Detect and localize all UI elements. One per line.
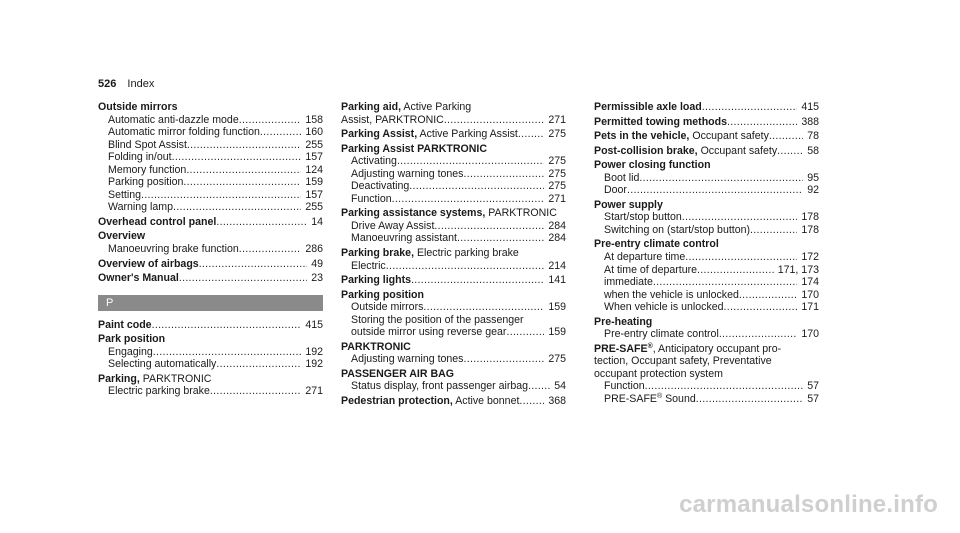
subentry[interactable]: Adjusting warning tones ..... 275 <box>341 353 566 366</box>
subentry[interactable]: Pre-entry climate control ..... 170 <box>594 328 819 341</box>
page-ref: 192 <box>305 358 323 371</box>
subentry[interactable]: Manoeuvring brake function ..... 286 <box>98 243 323 256</box>
page-ref: 275 <box>548 155 566 168</box>
index-entry-parking-aid[interactable] <box>341 101 566 126</box>
index-entry-pedestrian-protection[interactable] <box>341 395 566 408</box>
page-ref: 368 <box>548 395 566 408</box>
page-ref: 160 <box>305 126 323 139</box>
page-ref: 170 <box>801 328 819 341</box>
subentry[interactable]: Function ..... 271 <box>341 193 566 206</box>
entry-heading: PARKTRONIC <box>341 340 411 353</box>
index-entry-overview <box>98 230 323 255</box>
entry-heading: Permitted towing methods <box>594 115 728 128</box>
cross-reference: Occupant safety <box>689 130 769 143</box>
index-entry-power-supply <box>594 199 819 237</box>
entry-heading: Paint code <box>98 318 152 331</box>
page-ref: 95 <box>807 171 819 184</box>
index-entry-pets-in-the-vehicle[interactable] <box>594 130 819 143</box>
subentry[interactable]: Function ..... 57 <box>594 380 819 393</box>
page-ref: 271 <box>548 192 566 205</box>
section-title: Index <box>127 78 155 90</box>
index-entry-parking-brake <box>341 247 566 272</box>
entry-heading: Parking lights <box>341 274 412 287</box>
page-ref: 158 <box>305 113 323 126</box>
cross-reference: PARKTRONIC <box>139 372 212 385</box>
subentry[interactable]: Folding in/out ..... 157 <box>98 151 323 164</box>
subentry[interactable]: When vehicle is unlocked ..... 171 <box>594 301 819 314</box>
page-ref: 284 <box>548 232 566 245</box>
page-ref: 54 <box>554 380 566 393</box>
page-ref: 78 <box>807 130 819 143</box>
page-ref: 159 <box>548 326 566 339</box>
subentry[interactable]: Status display, front passenger airbag ..... 54 <box>341 380 566 393</box>
cross-reference: Active Parking <box>401 101 472 113</box>
subentry[interactable]: Selecting automatically ..... 192 <box>98 358 323 371</box>
page-ref: 14 <box>311 215 323 228</box>
page-number: 526 <box>98 78 117 90</box>
page-ref: 92 <box>807 184 819 197</box>
index-column-1 <box>98 101 323 400</box>
page-ref: 57 <box>807 380 819 393</box>
page-ref: 157 <box>305 151 323 164</box>
cross-reference: Active bonnet <box>452 395 520 408</box>
subentry[interactable]: Deactivating ..... 275 <box>341 180 566 193</box>
page-ref: 284 <box>548 219 566 232</box>
watermark: carmanualsonline.info <box>679 491 938 518</box>
entry-heading: Pets in the vehicle, <box>594 130 690 143</box>
index-entry-paint-code[interactable] <box>98 319 323 332</box>
index-column-2 <box>341 101 566 410</box>
entry-heading: Permissible axle load <box>594 101 702 113</box>
registered-mark: ® <box>647 342 653 350</box>
index-entry-parking-assist[interactable] <box>341 128 566 141</box>
letter-section-bar: P <box>98 295 323 311</box>
index-entry-parking-assistance-systems <box>341 207 566 245</box>
entry-heading: Power closing function <box>594 159 711 172</box>
subentry[interactable]: At time of departure ..... 171, 173 <box>594 264 819 277</box>
index-entry-parktronic <box>341 341 566 366</box>
index-entry-owners-manual[interactable] <box>98 272 323 285</box>
entry-heading: Park position <box>98 333 166 346</box>
page-ref: 415 <box>801 101 819 113</box>
cross-reference: Occupant safety <box>697 144 778 157</box>
page-ref: 271 <box>548 113 566 126</box>
cross-reference: PARKTRONIC <box>485 207 557 220</box>
page-ref: 172 <box>801 251 819 264</box>
entry-heading: Parking Assist, <box>341 128 418 141</box>
page-ref: 275 <box>548 353 566 366</box>
index-entry-overview-of-airbags[interactable] <box>98 258 323 271</box>
page-ref: 192 <box>305 345 323 358</box>
entry-heading: Pedestrian protection, <box>341 395 453 408</box>
page-ref: 171, 173 <box>777 263 819 276</box>
subentry[interactable]: Automatic anti-dazzle mode ..... 158 <box>98 114 323 127</box>
subentry[interactable]: Manoeuvring assistant ..... 284 <box>341 232 566 245</box>
subentry[interactable]: At departure time ..... 172 <box>594 251 819 264</box>
entry-heading: Parking position <box>341 288 424 301</box>
index-entry-parking-position <box>341 289 566 339</box>
index-entry-outside-mirrors <box>98 101 323 214</box>
entry-heading: Overhead control panel <box>98 215 217 228</box>
cross-reference: Assist, PARKTRONIC <box>341 113 444 126</box>
page-ref: 170 <box>801 288 819 301</box>
subentry[interactable]: Engaging ..... 192 <box>98 346 323 359</box>
subentry[interactable]: Door ..... 92 <box>594 184 819 197</box>
cross-reference: , Anticipatory occupant pro- <box>652 342 782 355</box>
index-entry-parking-lights[interactable] <box>341 274 566 287</box>
entry-heading: Parking, <box>98 372 140 385</box>
index-entry-parking <box>98 373 323 398</box>
entry-heading: Parking aid, <box>341 101 402 113</box>
index-entry-power-closing-function <box>594 159 819 197</box>
cross-reference: tection, Occupant safety, Preventative <box>594 355 772 368</box>
page-ref: 178 <box>801 223 819 236</box>
subentry[interactable]: Electric ..... 214 <box>341 260 566 273</box>
subentry[interactable]: Warning lamp ..... 255 <box>98 201 323 214</box>
entry-heading: Power supply <box>594 198 663 211</box>
index-entry-parking-assist-parktronic <box>341 143 566 206</box>
page-ref: 159 <box>305 176 323 189</box>
subentry[interactable]: Parking position ..... 159 <box>98 176 323 189</box>
entry-heading: PRE-SAFE <box>594 342 648 355</box>
page-ref: 58 <box>807 144 819 157</box>
subentry[interactable]: Blind Spot Assist ..... 255 <box>98 139 323 152</box>
entry-heading: Owner's Manual <box>98 272 179 285</box>
page-ref: 57 <box>807 393 819 406</box>
page-ref: 141 <box>548 274 566 287</box>
index-entry-pre-safe <box>594 343 819 406</box>
index-column-3 <box>594 101 819 408</box>
entry-heading: Post-collision brake, <box>594 144 698 157</box>
subentry[interactable]: Adjusting warning tones ..... 275 <box>341 168 566 181</box>
index-entry-permitted-towing-methods[interactable] <box>594 116 819 129</box>
entry-heading: Overview <box>98 230 146 243</box>
page-ref: 174 <box>801 276 819 289</box>
index-entry-overhead-control-panel[interactable] <box>98 216 323 229</box>
page-ref: 159 <box>548 301 566 314</box>
page-ref: 255 <box>305 201 323 214</box>
page-ref: 157 <box>305 188 323 201</box>
page-ref: 23 <box>311 272 323 285</box>
subentry[interactable]: when the vehicle is unlocked ..... 170 <box>594 289 819 302</box>
subentry[interactable]: Activating ..... 275 <box>341 155 566 168</box>
subentry[interactable]: Start/stop button ..... 178 <box>594 211 819 224</box>
index-entry-pre-entry-climate-control <box>594 238 819 313</box>
index-entry-park-position <box>98 333 323 371</box>
entry-heading: Parking Assist PARKTRONIC <box>341 142 487 155</box>
page-ref: 49 <box>311 257 323 270</box>
subentry[interactable]: PRE-SAFE® Sound ..... 57 <box>594 393 819 406</box>
subentry[interactable]: Setting ..... 157 <box>98 189 323 202</box>
index-entry-permissible-axle-load[interactable] <box>594 101 819 114</box>
page-ref: 388 <box>801 115 819 128</box>
subentry[interactable]: Drive Away Assist ..... 284 <box>341 220 566 233</box>
subentry[interactable]: Automatic mirror folding function ..... 160 <box>98 126 323 139</box>
page-ref: 275 <box>548 167 566 180</box>
entry-heading: Overview of airbags <box>98 257 199 270</box>
subentry-text: Storing the position of the passenger <box>351 313 524 326</box>
subentry[interactable]: Electric parking brake ..... 271 <box>98 385 323 398</box>
subentry[interactable]: Memory function ..... 124 <box>98 164 323 177</box>
page-ref: 171 <box>801 301 819 314</box>
subentry[interactable]: outside mirror using reverse gear ..... 159 <box>341 326 566 339</box>
entry-heading: Parking assistance systems, <box>341 207 486 220</box>
cross-reference: Active Parking Assist <box>417 128 518 141</box>
page-ref: 214 <box>548 259 566 272</box>
page-ref: 271 <box>305 385 323 398</box>
subentry[interactable]: Switching on (start/stop button) ..... 178 <box>594 224 819 237</box>
index-entry-pre-heating <box>594 316 819 341</box>
subentry[interactable]: immediate ..... 174 <box>594 276 819 289</box>
cross-reference: occupant protection system <box>594 367 723 380</box>
page-header <box>98 78 154 90</box>
page-ref: 255 <box>305 138 323 151</box>
entry-heading: PASSENGER AIR BAG <box>341 367 455 380</box>
entry-heading: Parking brake, <box>341 247 415 260</box>
page-ref: 275 <box>548 180 566 193</box>
page-ref: 286 <box>305 243 323 256</box>
page-ref: 275 <box>548 128 566 141</box>
entry-heading: Outside mirrors <box>98 101 178 113</box>
entry-heading: Pre-heating <box>594 315 653 328</box>
subentry[interactable]: Boot lid ..... 95 <box>594 172 819 185</box>
entry-heading: Pre-entry climate control <box>594 238 719 251</box>
page-ref: 178 <box>801 211 819 224</box>
registered-mark: ® <box>656 393 663 401</box>
cross-reference: Electric parking brake <box>414 247 519 260</box>
index-entry-passenger-air-bag <box>341 368 566 393</box>
index-entry-post-collision-brake[interactable] <box>594 145 819 158</box>
page-ref: 415 <box>305 318 323 331</box>
page-ref: 124 <box>305 163 323 176</box>
subentry[interactable]: Outside mirrors ..... 159 <box>341 301 566 314</box>
